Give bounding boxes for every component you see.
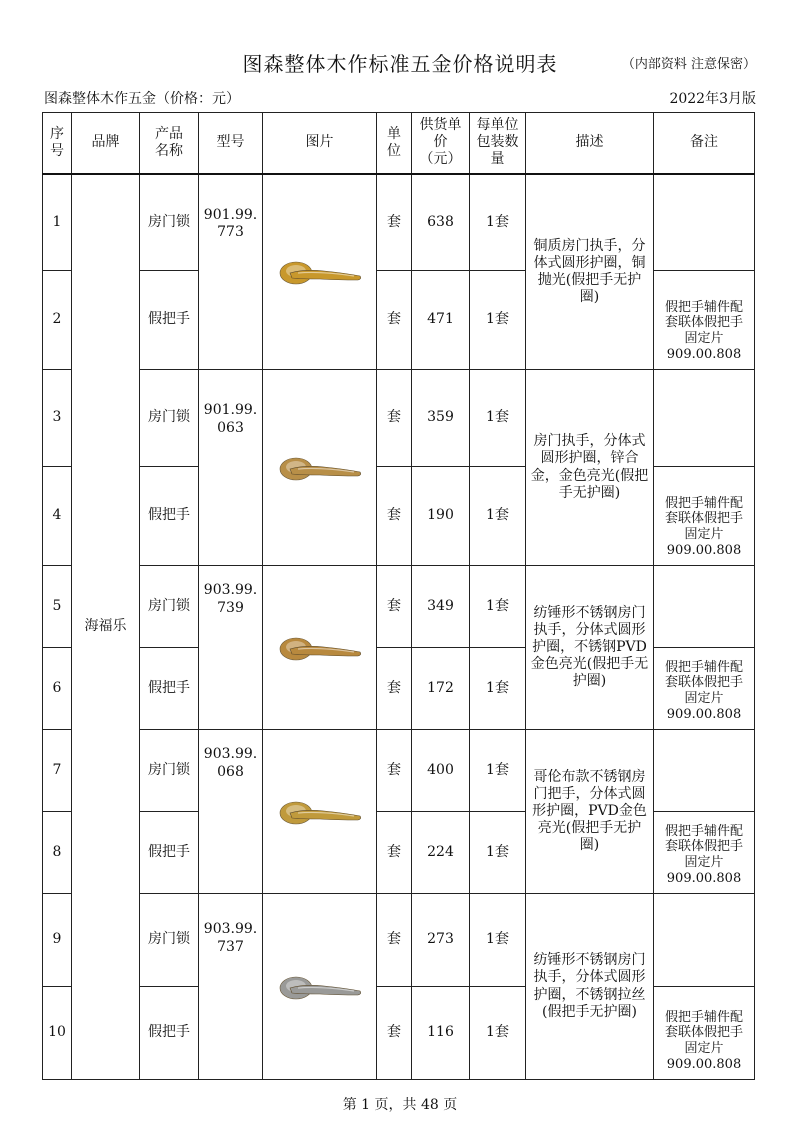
col-price: 供货单 价 （元） (412, 113, 470, 174)
product-name: 假把手 (140, 812, 199, 894)
price-table (42, 112, 755, 1080)
unit-cell: 套 (377, 987, 412, 1080)
note-cell: 假把手辅件配 套联体假把手 固定片 909.00.808 (654, 812, 755, 894)
row-index: 4 (43, 467, 72, 566)
row-index: 7 (43, 730, 72, 812)
row-index: 3 (43, 370, 72, 467)
door-handle-image (274, 964, 366, 1010)
model-number: 903.99. 737 (199, 894, 263, 1080)
note-cell: 假把手辅件配 套联体假把手 固定片 909.00.808 (654, 987, 755, 1080)
unit-cell: 套 (377, 812, 412, 894)
price-cell: 400 (412, 730, 470, 812)
unit-cell: 套 (377, 370, 412, 467)
product-name: 假把手 (140, 271, 199, 370)
description: 纺锤形不锈钢房门执手，分体式圆形护圈，不锈钢拉丝(假把手无护圈) (526, 894, 654, 1080)
unit-cell: 套 (377, 174, 412, 271)
table-row (43, 566, 755, 648)
row-index: 5 (43, 566, 72, 648)
row-index: 10 (43, 987, 72, 1080)
unit-cell: 套 (377, 894, 412, 987)
note-cell: 假把手辅件配 套联体假把手 固定片 909.00.808 (654, 271, 755, 370)
product-image (263, 370, 377, 566)
note-cell: 假把手辅件配 套联体假把手 固定片 909.00.808 (654, 648, 755, 730)
product-name: 假把手 (140, 648, 199, 730)
door-handle-image (274, 625, 366, 671)
unit-cell: 套 (377, 271, 412, 370)
note-cell: 假把手辅件配 套联体假把手 固定片 909.00.808 (654, 467, 755, 566)
price-cell: 638 (412, 174, 470, 271)
table-body (43, 174, 755, 1080)
confidential-label: （内部资料 注意保密） (621, 57, 756, 72)
pack-cell: 1套 (470, 894, 526, 987)
price-cell: 224 (412, 812, 470, 894)
product-image (263, 174, 377, 370)
door-handle-image (274, 445, 366, 491)
note-empty (654, 370, 755, 467)
model-number: 903.99. 739 (199, 566, 263, 730)
brand-cell: 海福乐 (72, 174, 140, 1080)
table-row (43, 894, 755, 987)
product-name: 房门锁 (140, 730, 199, 812)
col-index: 序号 (43, 113, 72, 174)
note-empty (654, 894, 755, 987)
pack-cell: 1套 (470, 730, 526, 812)
door-handle-image (274, 249, 366, 295)
description: 哥伦布款不锈钢房门把手，分体式圆形护圈，PVD金色亮光(假把手无护圈) (526, 730, 654, 894)
row-index: 6 (43, 648, 72, 730)
description: 铜质房门执手，分体式圆形护圈，铜抛光(假把手无护圈) (526, 174, 654, 370)
pack-cell: 1套 (470, 566, 526, 648)
price-cell: 471 (412, 271, 470, 370)
model-number: 901.99. 773 (199, 174, 263, 370)
unit-cell: 套 (377, 730, 412, 812)
unit-cell: 套 (377, 648, 412, 730)
pack-cell: 1套 (470, 370, 526, 467)
col-product: 产品 名称 (140, 113, 199, 174)
unit-cell: 套 (377, 566, 412, 648)
product-name: 房门锁 (140, 174, 199, 271)
col-image: 图片 (263, 113, 377, 174)
price-cell: 190 (412, 467, 470, 566)
pack-cell: 1套 (470, 812, 526, 894)
table-row (43, 174, 755, 271)
price-cell: 273 (412, 894, 470, 987)
col-desc: 描述 (526, 113, 654, 174)
product-name: 假把手 (140, 987, 199, 1080)
product-image (263, 566, 377, 730)
col-unit: 单 位 (377, 113, 412, 174)
description: 纺锤形不锈钢房门执手，分体式圆形护圈，不锈钢PVD金色亮光(假把手无护圈) (526, 566, 654, 730)
price-cell: 359 (412, 370, 470, 467)
row-index: 9 (43, 894, 72, 987)
page-footer: 第 1 页，共 48 页 (342, 1097, 458, 1113)
price-cell: 116 (412, 987, 470, 1080)
price-cell: 349 (412, 566, 470, 648)
col-brand: 品牌 (72, 113, 140, 174)
product-name: 房门锁 (140, 566, 199, 648)
version-label: 2022年3月版 (669, 91, 756, 107)
price-unit-note: 图森整体木作五金（价格：元） (44, 91, 240, 107)
page-title: 图森整体木作标准五金价格说明表 (242, 52, 558, 76)
note-empty (654, 566, 755, 648)
pack-cell: 1套 (470, 271, 526, 370)
col-note: 备注 (654, 113, 755, 174)
unit-cell: 套 (377, 467, 412, 566)
row-index: 8 (43, 812, 72, 894)
description: 房门执手，分体式圆形护圈，锌合金，金色亮光(假把手无护圈) (526, 370, 654, 566)
row-index: 2 (43, 271, 72, 370)
col-model: 型号 (199, 113, 263, 174)
table-row (43, 370, 755, 467)
product-name: 房门锁 (140, 894, 199, 987)
product-image (263, 894, 377, 1080)
table-row (43, 730, 755, 812)
product-image (263, 730, 377, 894)
pack-cell: 1套 (470, 648, 526, 730)
col-pack: 每单位 包装数 量 (470, 113, 526, 174)
header-row (43, 113, 755, 174)
pack-cell: 1套 (470, 174, 526, 271)
row-index: 1 (43, 174, 72, 271)
note-empty (654, 174, 755, 271)
model-number: 903.99. 068 (199, 730, 263, 894)
note-empty (654, 730, 755, 812)
model-number: 901.99. 063 (199, 370, 263, 566)
door-handle-image (274, 789, 366, 835)
pack-cell: 1套 (470, 467, 526, 566)
product-name: 假把手 (140, 467, 199, 566)
pack-cell: 1套 (470, 987, 526, 1080)
product-name: 房门锁 (140, 370, 199, 467)
price-cell: 172 (412, 648, 470, 730)
